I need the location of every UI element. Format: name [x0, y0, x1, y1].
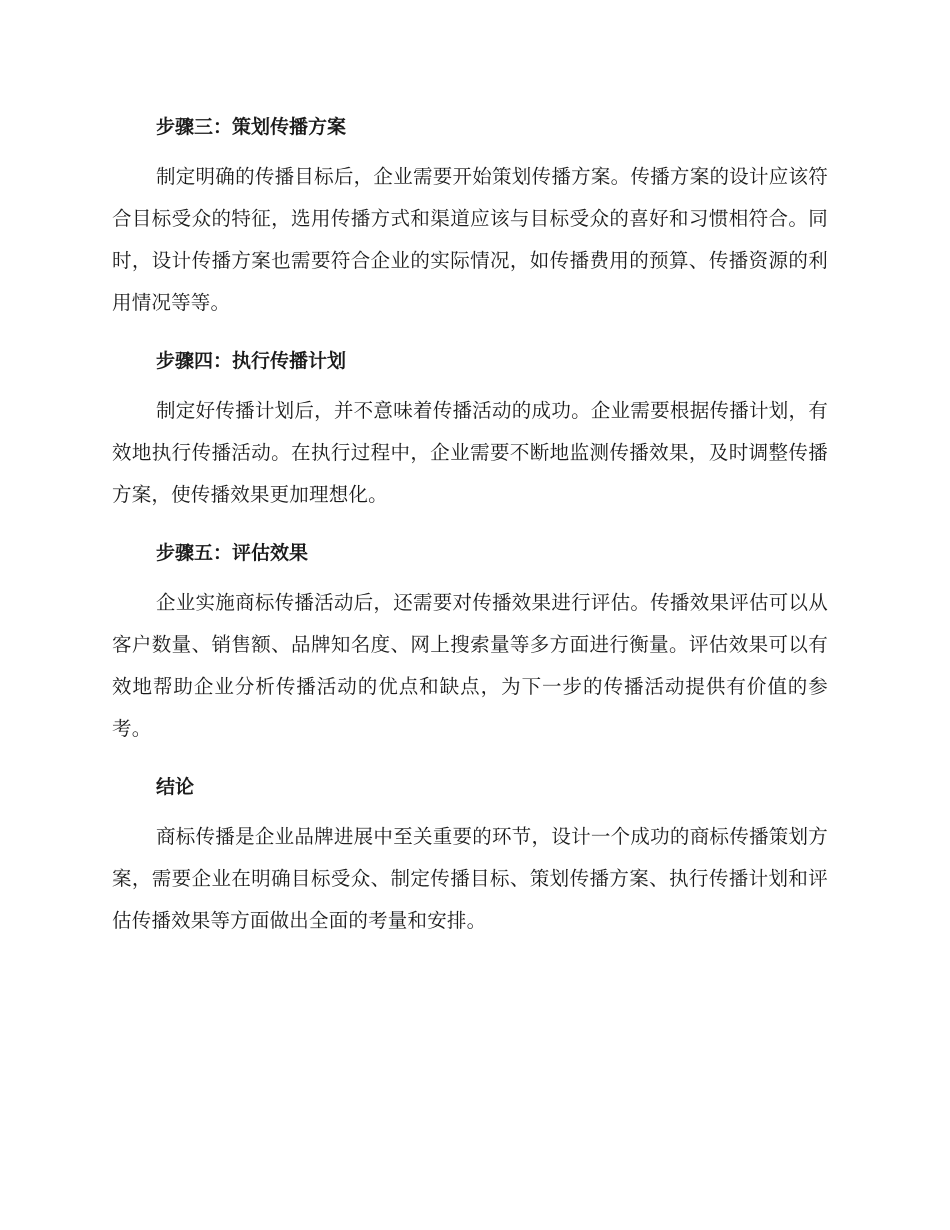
section-paragraph-step-5: 企业实施商标传播活动后，还需要对传播效果进行评估。传播效果评估可以从客户数量、销售额、品牌知名度、网上搜索量等多方面进行衡量。评估效果可以有效地帮助企业分析传播活动的优点和缺点，为下一步的传播活动提供有价值的参考。 [112, 591, 828, 740]
section-heading-conclusion: 结论 [156, 776, 195, 798]
section-paragraph-step-3: 制定明确的传播目标后，企业需要开始策划传播方案。传播方案的设计应该符合目标受众的特征，选用传播方式和渠道应该与目标受众的喜好和习惯相符合。同时，设计传播方案也需要符合企业的实际情况，如传播费用的预算、传播资源的利用情况等等。 [112, 165, 828, 314]
section-paragraph-conclusion: 商标传播是企业品牌进展中至关重要的环节，设计一个成功的商标传播策划方案，需要企业在明确目标受众、制定传播目标、策划传播方案、执行传播计划和评估传播效果等方面做出全面的考量和安排。 [112, 825, 828, 932]
section-heading-step-4: 步骤四：执行传播计划 [156, 350, 347, 372]
section-heading-step-5: 步骤五：评估效果 [156, 542, 309, 564]
section-paragraph-step-4: 制定好传播计划后，并不意味着传播活动的成功。企业需要根据传播计划，有效地执行传播活动。在执行过程中，企业需要不断地监测传播效果，及时调整传播方案，使传播效果更加理想化。 [112, 399, 828, 506]
section-heading-step-3: 步骤三：策划传播方案 [156, 116, 347, 138]
document-body [112, 108, 828, 960]
